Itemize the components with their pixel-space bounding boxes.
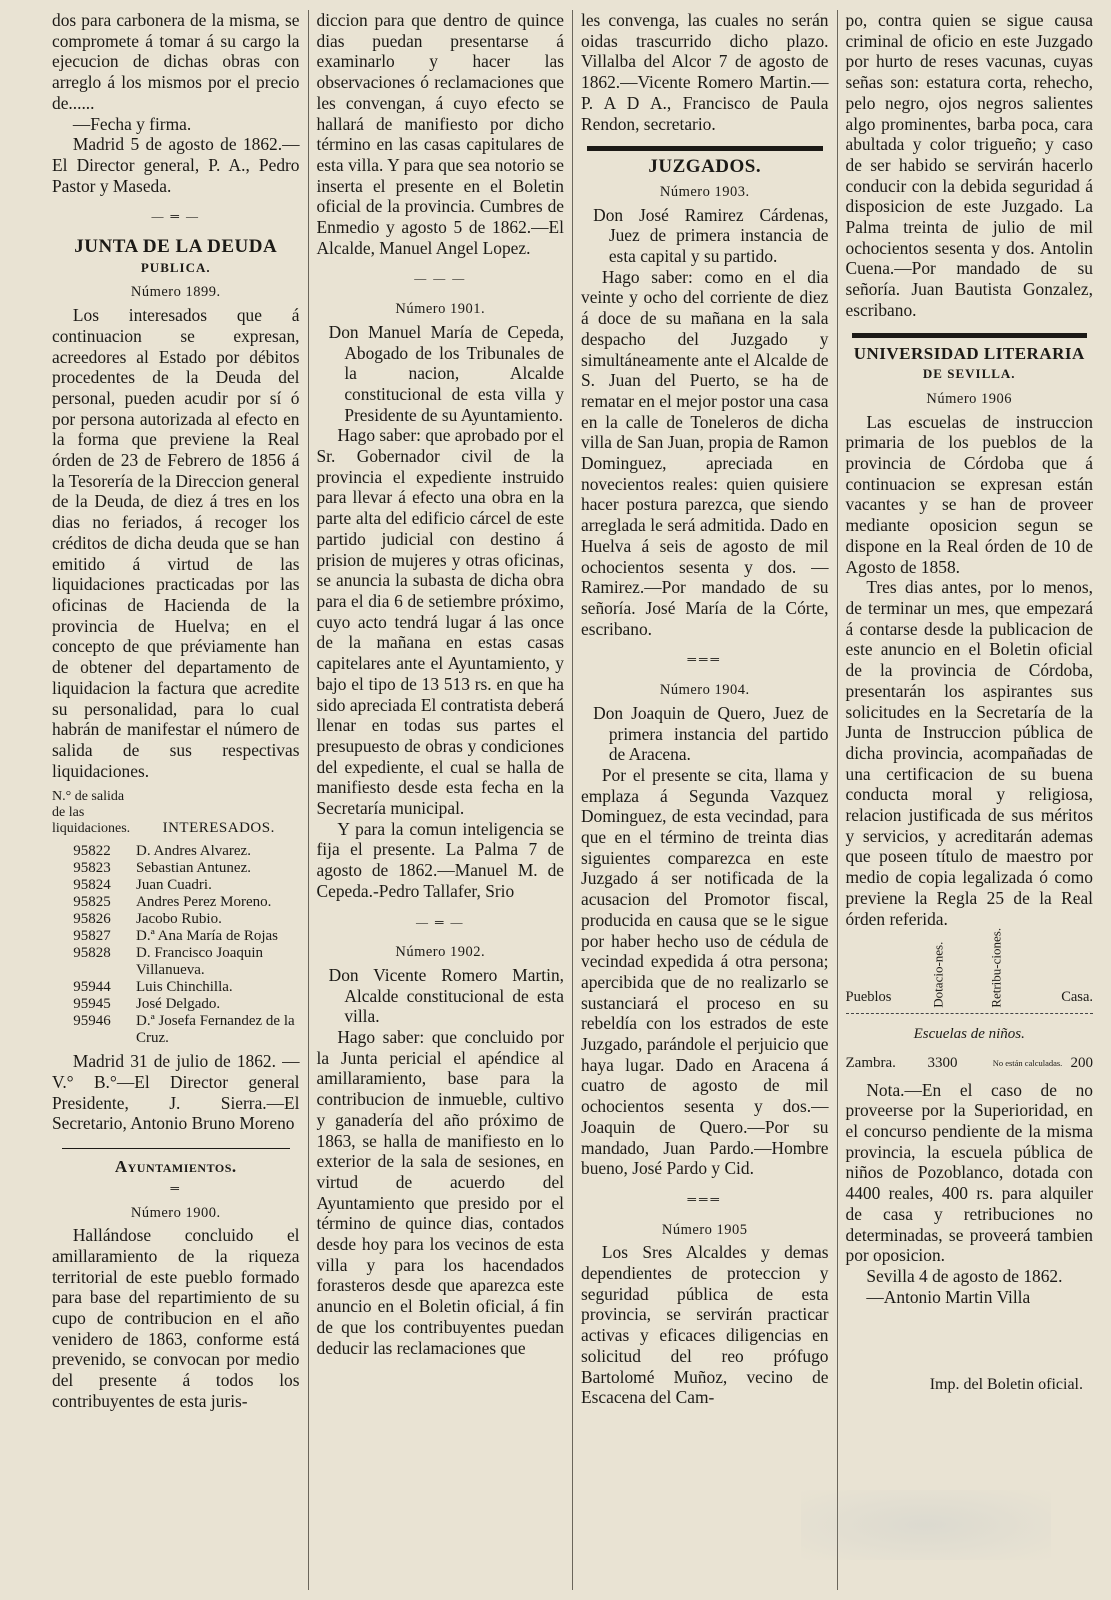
announcement-number: Número 1899.: [130, 284, 221, 301]
interesados-table: [52, 789, 300, 1047]
paragraph: Hago saber: que aprobado por el Sr. Gobernador civil de la provincia el expediente instruido para llevar á efecto una obra en la parte alta del edificio cárcel de este partido judicial con destino á prision de mujeres y otras oficinas, se anuncia la subasta de dicha obra para el dia 6 de setiembre próximo, cuyo acto tendrá lugar á las once de la mañana en estas casas capitelares ante el Ayuntamiento, y bajo el tipo de 13 513 rs. en que ha sido apreciada El contratista deberá llenar en todas sus partes el presupuesto de obras y condiciones del expediente, el cual se halla de manifiesto desde esta fecha en la Secretaría municipal.: [316, 425, 564, 819]
announcement-number: Número 1903.: [659, 183, 750, 200]
announcement-number: Número 1901.: [395, 301, 486, 318]
section-subtitle: DE SEVILLA.: [922, 366, 1016, 382]
column-4: [837, 10, 1102, 1590]
paragraph: Hago saber: que concluido por la Junta pericial el apéndice al amillaramiento, base para la contribucion de inmueble, cultivo y ganadería del año próximo de 1863, se halla de manifiesto en lo exterior de la sala de sesiones, en virtud de acuerdo del Ayuntamiento que presido por el término de quince dias, contados desde hoy para los vecinos de esta villa y para los hacendados forasteros desde que aparezca este anuncio en el Boletin oficial, á fin de que los contribuyentes puedan deducir las reclamaciones que: [316, 1027, 564, 1358]
paragraph: diccion para que dentro de quince dias puedan presentarse á examinarlo y hacer las observaciones ó reclamaciones que les convengan, á cuyo efecto se hallará de manifiesto por dicho término en las casas capitulares de esta villa. Y para que sea notorio se inserta el presente en el Boletin oficial de la provincia. Cumbres de Enmedio y agosto 5 de 1862.—El Alcalde, Manuel Angel Lopez.: [316, 10, 564, 258]
column-header: Casa.: [1061, 988, 1093, 1005]
table-row: 95822 D. Andres Alvarez.: [73, 843, 251, 860]
table-row: Zambra. 3300 No están calculadas. 200: [845, 1054, 1093, 1071]
table-row: 95827 D.ª Ana María de Rojas: [73, 928, 279, 945]
paragraph: Don Joaquin de Quero, Juez de primera instancia del partido de Aracena.: [593, 702, 829, 765]
paragraph: les convenga, las cuales no serán oidas trascurrido dicho plazo. Villalba del Alcor 7 de agosto de 1862.—Vicente Romero Martin.—P. A D A., Francisco de Paula Rendon, secretario.: [581, 10, 829, 134]
ornament-divider: — — —: [414, 271, 467, 286]
section-rule: [62, 1148, 290, 1149]
ornament-divider: ═══: [687, 1191, 722, 1206]
section-rule: [852, 333, 1088, 338]
ornament-divider: ═: [170, 1180, 181, 1195]
table-row: 95945 José Delgado.: [73, 996, 221, 1013]
paragraph: Madrid 5 de agosto de 1862.—El Director general, P. A., Pedro Pastor y Maseda.: [52, 134, 300, 196]
column-2: [308, 10, 573, 1590]
printer-imprint: Imp. del Boletin oficial.: [929, 1376, 1083, 1394]
paragraph: —Fecha y firma.: [72, 113, 192, 134]
column-header: INTERESADOS.: [162, 820, 275, 837]
ornament-divider: — ═ —: [415, 914, 465, 929]
paragraph: dos para carbonera de la misma, se compromete á tomar á su cargo la ejecucion de dichas obras con arreglo á los mismos por el precio de......: [52, 10, 300, 113]
paragraph: Las escuelas de instruccion primaria de los pueblos de la provincia de Córdoba que á continuacion se expresan están vacantes y se han de proveer mediante oposicion segun se dispone en la Real órden de 10 de Agosto de 1858.: [845, 411, 1093, 577]
announcement-number: Número 1902.: [395, 944, 486, 961]
paragraph: Por el presente se cita, llama y emplaza á Segunda Vazquez Dominguez, de esta vecindad, para que en el término de treinta dias siguientes comparezca en este Juzgado á ser notificada de la acusacion del Promotor fiscal, producida en causa que se le sigue por haber hecho uso de cédula de vecindad expedida á otra persona; apercibida que de no realizarlo se sustanciará el proceso en su rebeldía con los estrados de este Juzgado, parándole el perjuicio que haya lugar. Dado en Aracena á cuatro de agosto de mil ochocientos sesenta y dos.—Joaquin de Quero.—Por su mandado, Juan Pardo.—Hombre bueno, José Pardo y Cid.: [581, 764, 829, 1179]
section-title: JUNTA DE LA DEUDA: [74, 236, 278, 258]
column-header: Retribu-ciones.: [988, 927, 1004, 1008]
table-row: 95826 Jacobo Rubio.: [73, 911, 222, 928]
paragraph: Los interesados que á continuacion se expresan, acreedores al Estado por débitos procedentes de la Deuda del personal, pueden acudir por sí ó por persona autorizada al efecto en la forma que previene la Real órden de 23 de Febrero de 1856 á la Tesorería de la Direccion general de la Deuda, de diez á tres en los dias no feriados, á recoger los créditos de dicha deuda que se han emitido á virtud de las liquidaciones practicadas por las oficinas de Hacienda de la provincia de Huelva; en el concepto de que préviamente han de obtener del departamento de liquidacion la factura que acredite su personalidad, para lo cual habrán de manifestar el número de salida de sus respectivas liquidaciones.: [52, 305, 300, 781]
section-title: Ayuntamientos.: [114, 1157, 237, 1177]
ornament-divider: ═══: [687, 652, 722, 667]
table-row: 95944 Luis Chinchilla.: [73, 979, 233, 996]
paragraph: Y para la comun inteligencia se fija el presente. La Palma 7 de agosto de 1862.—Manuel M. de Cepeda.-Pedro Tallafer, Srio: [316, 818, 564, 901]
column-header: N.° de salida de las liquidaciones.: [52, 789, 131, 837]
announcement-number: Número 1904.: [659, 682, 750, 699]
announcement-number: Número 1905: [661, 1221, 748, 1238]
announcement-number: Número 1900.: [130, 1204, 221, 1221]
table-row: 95823 Sebastian Antunez.: [73, 860, 251, 877]
paragraph: Don Manuel María de Cepeda, Abogado de los Tribunales de la nacion, Alcalde constitucional de esta villa y Presidente de su Ayuntamiento.: [328, 321, 564, 425]
paragraph: Tres dias antes, por lo menos, de terminar un mes, que empezará á contarse desde la publicacion de este anuncio en el Boletin oficial de la provincia de Córdoba, presentarán los aspirantes sus solicitudes en la Secretaría de la Junta de Instruccion pública de dicha provincia, acompañadas de una certificacion de su buena conducta moral y religiosa, relacion justificada de sus méritos y servicios, y acreditarán ademas que poseen título de maestro por medio de copia legalizada ó como previene la Regla 25 de la Real órden referida.: [845, 577, 1093, 929]
table-header: [52, 789, 300, 837]
paragraph: Nota.—En el caso de no proveerse por la Superioridad, en el concurso pendiente de la misma provincia, la escuela pública de niños de Pozoblanco, dotada con 4400 reales, 400 rs. para alquiler de casa y retribuciones no determinadas, se proveerá tambien por oposicion.: [845, 1079, 1093, 1266]
table-row: 95828 D. Francisco Joaquin Villanueva.: [73, 945, 264, 979]
section-title: JUZGADOS.: [648, 156, 762, 178]
table-row: 95946 D.ª Josefa Fernandez de la Cruz.: [73, 1013, 295, 1047]
column-header: Dotacio-nes.: [930, 941, 946, 1008]
ornament-divider: — ═ —: [151, 209, 200, 224]
paragraph: Don Vicente Romero Martin, Alcalde constitucional de esta villa.: [328, 964, 564, 1027]
column-header: Pueblos: [845, 988, 892, 1005]
announcement-number: Número 1906: [926, 390, 1013, 407]
section-rule: [587, 146, 823, 151]
paragraph: po, contra quien se sigue causa criminal de oficio en este Juzgado por hurto de reses vacunas, cuyas señas son: estatura corta, rehecho, pelo negro, ojos negros salientes algo prominentes, barba poca, cara abultada y color trigueño; y caso de ser habido se servirán hacerlo conducir con la debida seguridad á disposicion de este Juzgado. La Palma treinta de julio de mil ochocientos sesenta y dos. Antolin Cuena.—Por mandado de su señoría. Juan Bautista Gonzalez, escribano.: [845, 10, 1093, 320]
paragraph: Madrid 31 de julio de 1862. —V.° B.°—El Director general Presidente, J. Sierra.—El Secretario, Antonio Bruno Moreno: [52, 1051, 300, 1134]
paragraph: Don José Ramirez Cárdenas, Juez de primera instancia de esta capital y su partido.: [593, 204, 829, 267]
paragraph: —Antonio Martin Villa: [866, 1286, 1031, 1307]
column-1: [44, 10, 308, 1590]
section-title: UNIVERSIDAD LITERARIA: [853, 343, 1085, 363]
table-header: [845, 927, 1094, 1014]
paragraph: Hallándose concluido el amillaramiento de la riqueza territorial de este pueblo formado para base del repartimiento de su cupo de contribucion en el año venidero de 1863, conforme está prevenido, se convocan por medio del presente á todos los contribuyentes de esta juris-: [52, 1225, 300, 1411]
column-3: [572, 10, 837, 1590]
section-subtitle: PUBLICA.: [140, 259, 211, 275]
schools-table: [845, 927, 1094, 1073]
table-group-label: Escuelas de niños.: [913, 1026, 1025, 1043]
paragraph: Sevilla 4 de agosto de 1862.: [866, 1265, 1063, 1286]
table-row: 95824 Juan Cuadri.: [73, 877, 212, 894]
paragraph: Hago saber: como en el dia veinte y ocho del corriente de diez á doce de su mañana en la sala despacho del Juzgado y simultáneamente ante el Alcalde de S. Juan del Puerto, se ha de rematar en el mejor postor una casa en la calle de Toneleros de dicha villa de San Juan, propia de Ramon Dominguez, apreciada en novecientos reales: quien quisiere hacer postura parezca, que siendo arreglada le será admitida. Dado en Huelva á seis de agosto de mil ochocientos sesenta y dos. —Ramirez.—Por mandado de su señoría. José María de la Córte, escribano.: [581, 266, 829, 639]
paragraph: Los Sres Alcaldes y demas dependientes de proteccion y seguridad pública de esta provincia, se servirán practicar activas y eficaces diligencias en solicitud del reo prófugo Bartolomé Muñoz, vecino de Escacena del Cam-: [581, 1242, 829, 1408]
table-row: 95825 Andres Perez Moreno.: [73, 894, 272, 911]
